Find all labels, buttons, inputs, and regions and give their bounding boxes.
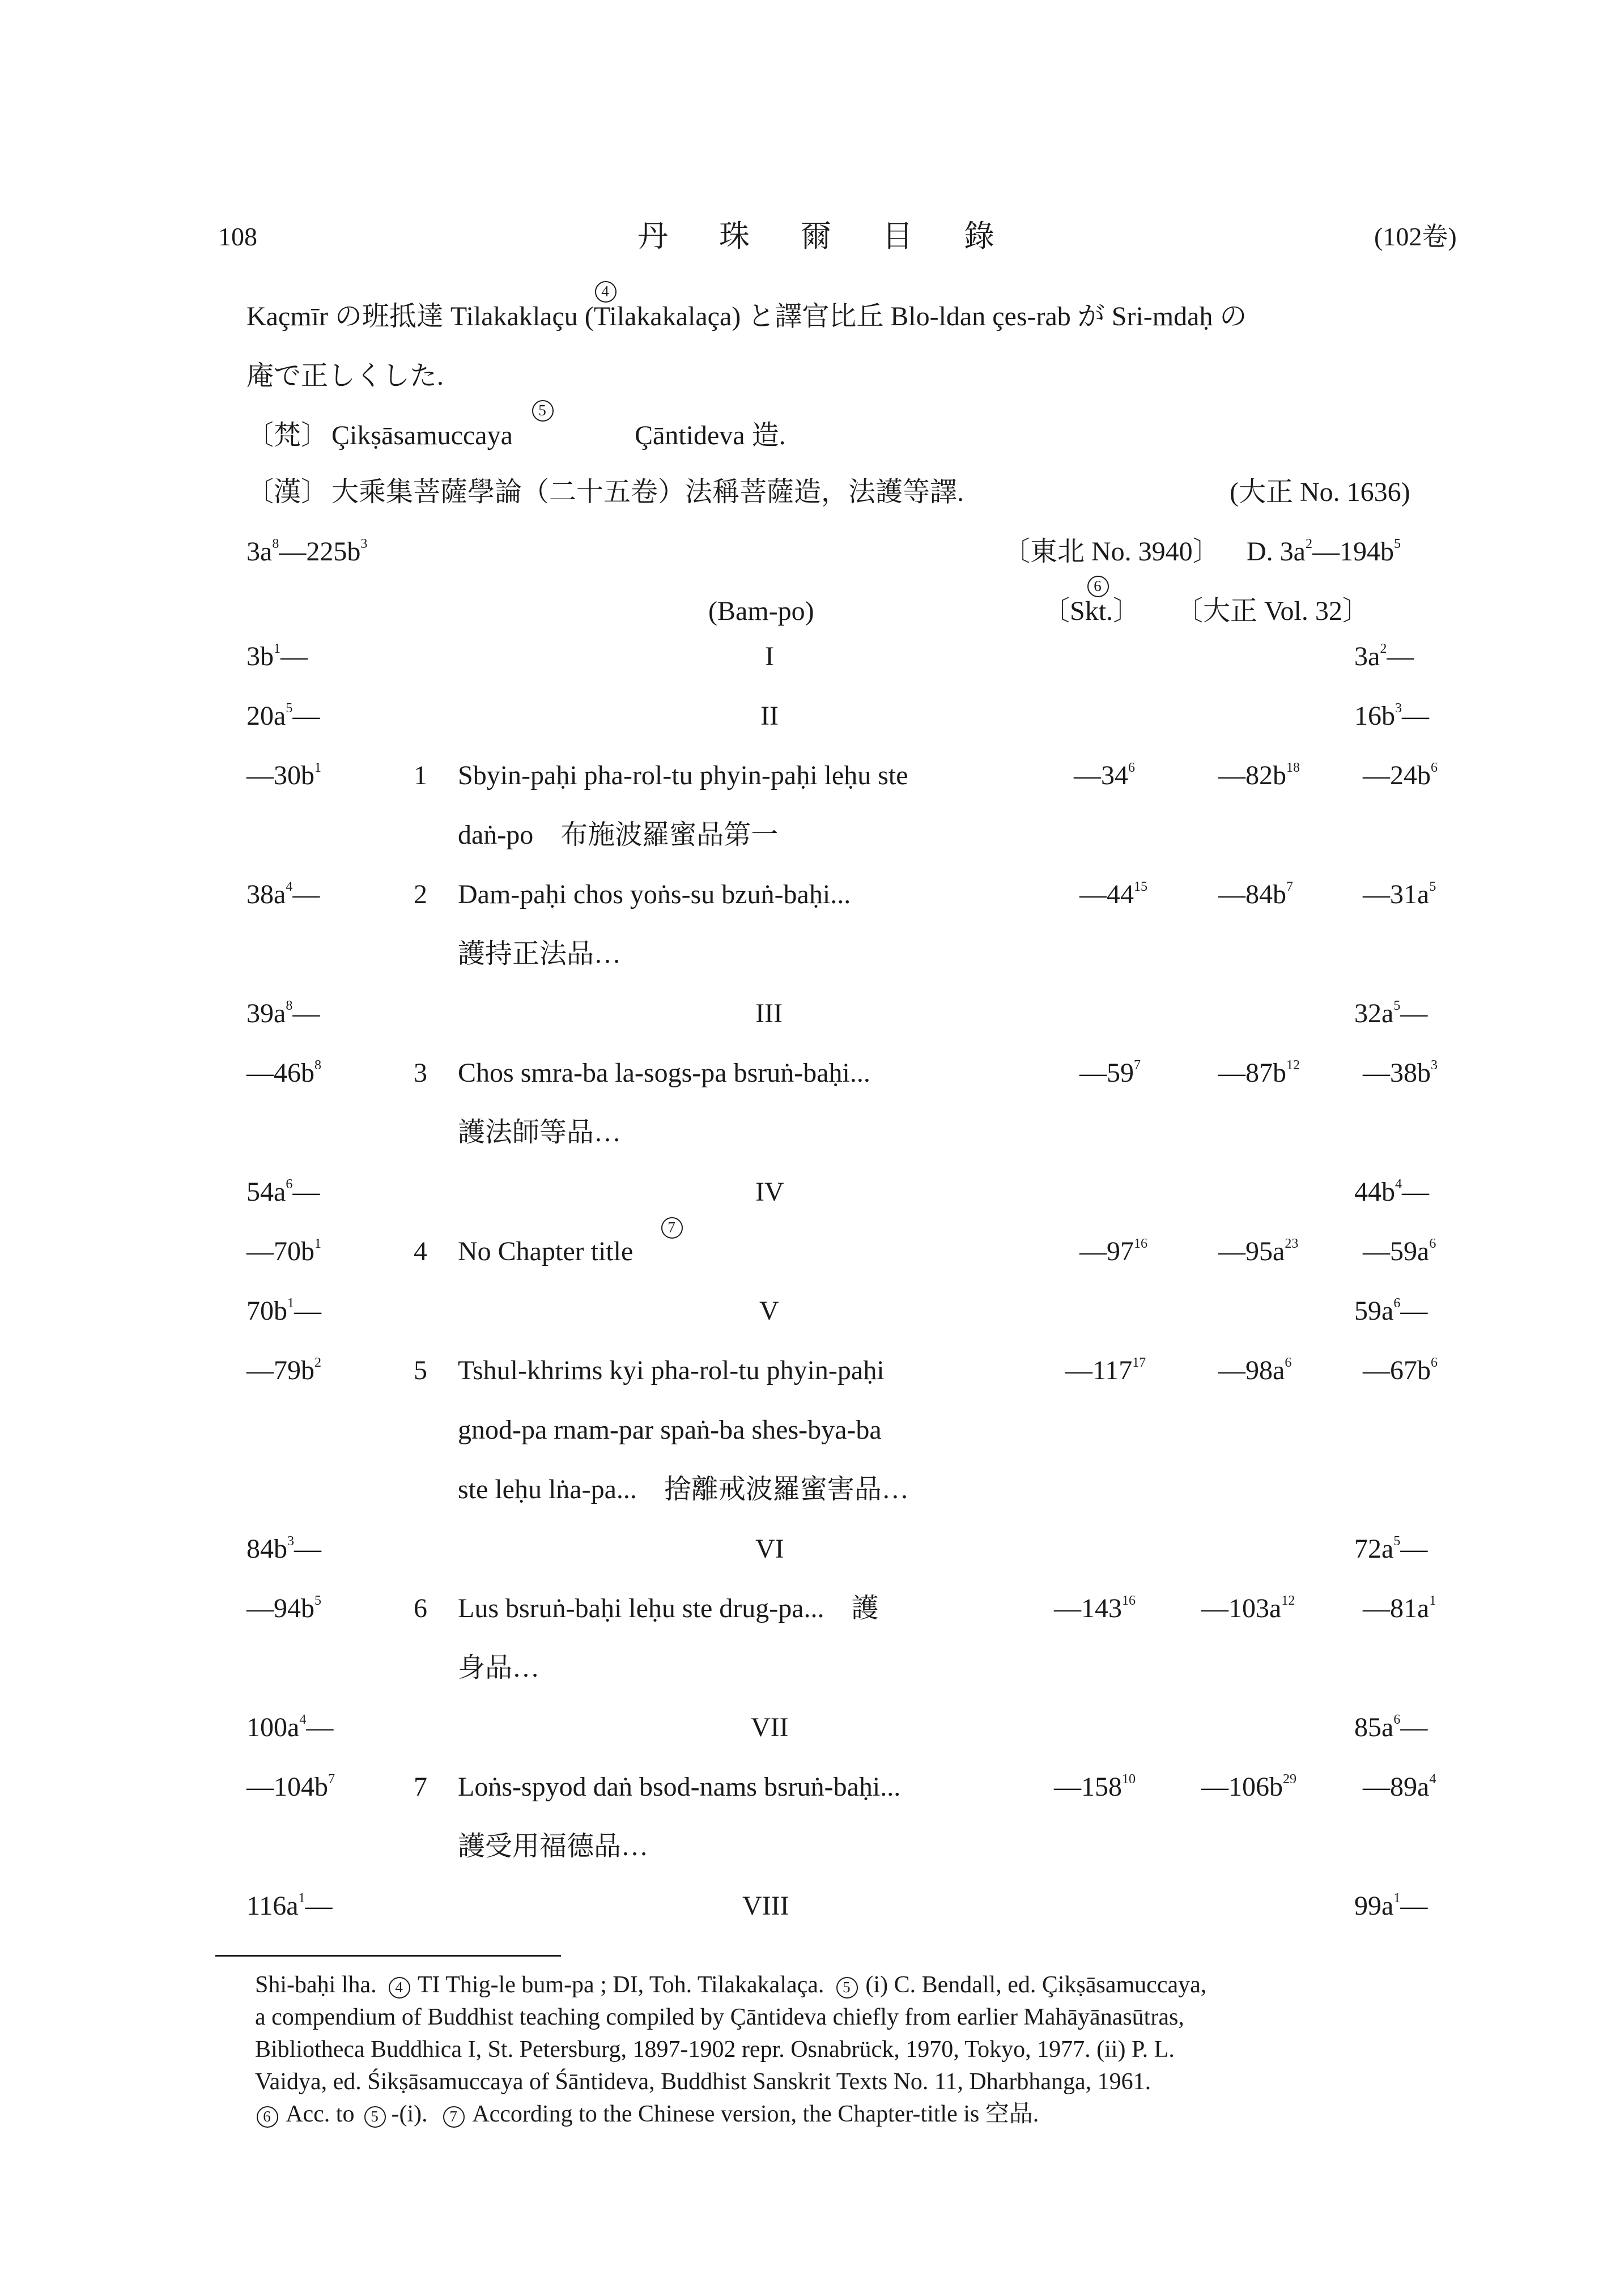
footnote-line: 6 Acc. to 5 -(i). 7 According to the Chinese version, the Chapter-title is 空品. — [255, 2100, 1473, 2128]
row-right-folio: $—67b^6$ — [1363, 1355, 1438, 1385]
bampo-number: VII — [751, 1712, 789, 1742]
chapter-title-line: 身品… — [458, 1653, 540, 1683]
row-right-folio: $—89a^4$ — [1363, 1772, 1436, 1802]
chapter-title-line: Tshul-khrims kyi pha-rol-tu phyin-paḥi — [458, 1355, 885, 1385]
chapter-title-line: Sbyin-paḥi pha-rol-tu phyin-paḥi leḥu ste — [458, 760, 908, 790]
intro-line-1: Kaçmīr の班抵達 Tilakaklaçu (Tilakakalaça) と譯官比丘 Blo-ldan çes-rab が Sri-mdaḥ の — [246, 301, 1247, 331]
taisho-page: $—82b^{18}$ — [1218, 760, 1300, 790]
row-right-folio: $—31a^5$ — [1363, 879, 1436, 909]
sanskrit-page: $—44^{15}$ — [1079, 879, 1147, 909]
chapter-number: 2 — [414, 879, 427, 909]
row-right-folio: $85a^6—$ — [1354, 1712, 1428, 1742]
row-left-folio: $84b^3—$ — [246, 1534, 321, 1564]
bampo-number: I — [765, 641, 774, 671]
bampo-number: VIII — [742, 1891, 789, 1921]
bampo-header: (Bam-po) — [708, 596, 814, 626]
chapter-number: 4 — [414, 1236, 427, 1266]
chapter-title-line: 護受用福德品… — [458, 1831, 649, 1861]
tohoku-reference: 〔東北 No. 3940〕 — [1003, 537, 1220, 567]
row-right-folio: $59a^6—$ — [1354, 1296, 1428, 1326]
row-right-folio: $99a^1—$ — [1354, 1891, 1428, 1921]
row-left-folio: $—70b^1$ — [246, 1236, 321, 1266]
footnote-marker-7: 7 — [445, 2107, 462, 2125]
bampo-number: V — [759, 1296, 779, 1326]
row-left-folio: $39a^8—$ — [246, 998, 320, 1028]
chapter-number: 5 — [414, 1355, 427, 1385]
chapter-number: 7 — [414, 1772, 427, 1802]
footnote-marker-7: 7 — [663, 1218, 680, 1236]
footnote-line: a compendium of Buddhist teaching compiled by Çāntideva chiefly from earlier Mahāyānasūtras, — [255, 2004, 1184, 2030]
row-right-folio: $—81a^1$ — [1363, 1593, 1436, 1623]
taisho-page: $—87b^{12}$ — [1218, 1058, 1300, 1088]
sanskrit-author: Çāntideva 造. — [635, 420, 786, 450]
row-left-folio: $—30b^1$ — [246, 760, 321, 790]
row-right-folio: $32a^5—$ — [1354, 998, 1428, 1028]
footnote-marker-4: 4 — [597, 282, 614, 300]
chapter-title-line: daṅ-po 布施波羅蜜品第一 — [458, 820, 779, 850]
taisho-volume-header: 〔大正 Vol. 32〕 — [1176, 596, 1370, 626]
row-left-folio: $3b^1—$ — [246, 641, 308, 671]
chapter-title-line: Chos smra-ba la-sogs-pa bsruṅ-baḥi... — [458, 1058, 870, 1088]
footnote-line: Bibliotheca Buddhica I, St. Petersburg, 1897-1902 repr. Osnabrück, 1970, Tokyo, 1977. (ii) P. L. — [255, 2036, 1175, 2063]
page-number: 108 — [218, 222, 257, 251]
footnote-marker-6: 6 — [258, 2107, 275, 2125]
row-left-folio: $—46b^8$ — [246, 1058, 321, 1088]
sanskrit-page: $—158^{10}$ — [1054, 1772, 1136, 1802]
bampo-number: III — [755, 998, 783, 1028]
row-right-folio: $44b^4—$ — [1354, 1177, 1429, 1207]
sanskrit-title: Çikṣāsamuccaya — [331, 420, 513, 450]
derge-range: D. $3a^2—194b^5$ — [1247, 537, 1401, 567]
taisho-page: $—106b^{29}$ — [1201, 1772, 1296, 1802]
row-right-folio: $—24b^6$ — [1363, 760, 1438, 790]
row-left-folio: $70b^1—$ — [246, 1296, 321, 1326]
sanskrit-page: $—97^{16}$ — [1079, 1236, 1147, 1266]
footnote-line: Shi-baḥi lha. 4 TI Thig-le bum-pa ; DI, Toh. Tilakakalaça. 5 (i) C. Bendall, ed. Çikṣāsamuccaya, — [255, 1972, 1207, 1998]
chinese-translation: 大乘集菩薩學論（二十五卷）法稱菩薩造，法護等譯. — [331, 477, 964, 507]
row-right-folio: $72a^5—$ — [1354, 1534, 1428, 1564]
chapter-title-line: 護法師等品… — [458, 1117, 622, 1147]
chapter-title-line: Lus bsruṅ-baḥi leḥu ste drug-pa... 護 — [458, 1593, 879, 1623]
sanskrit-page: $—34^6$ — [1074, 760, 1135, 790]
chapter-number: 1 — [414, 760, 427, 790]
row-left-folio: $—79b^2$ — [246, 1355, 321, 1385]
bampo-number: II — [760, 701, 779, 731]
row-right-folio: $3a^2—$ — [1354, 641, 1414, 671]
sanskrit-page: $—117^{17}$ — [1065, 1355, 1146, 1385]
footnote-divider — [215, 1955, 561, 1957]
taisho-reference: (大正 No. 1636) — [1230, 477, 1410, 507]
chinese-tag: 〔漢〕 — [246, 477, 329, 507]
volume-label: (102卷) — [1374, 222, 1457, 251]
row-left-folio: $38a^4—$ — [246, 879, 320, 909]
chapter-title-line: 護持正法品… — [458, 939, 622, 969]
folio-range: $3a^8—225b^3$ — [246, 537, 368, 567]
chapter-title-line: No Chapter title — [458, 1236, 634, 1266]
sanskrit-page: $—143^{16}$ — [1054, 1593, 1136, 1623]
intro-line-2: 庵で正しくした. — [246, 361, 444, 391]
footnote-marker-5: 5 — [366, 2107, 383, 2125]
chapter-number: 6 — [414, 1593, 427, 1623]
sanskrit-page-header: 〔Skt.〕 — [1043, 596, 1141, 626]
sanskrit-page: $—59^7$ — [1079, 1058, 1141, 1088]
row-left-folio: $—104b^7$ — [246, 1772, 335, 1802]
taisho-page: $—98a^6$ — [1218, 1355, 1292, 1385]
footnote-marker-4: 4 — [390, 1978, 407, 1996]
row-right-folio: $—59a^6$ — [1363, 1236, 1436, 1266]
taisho-page: $—84b^7$ — [1218, 879, 1293, 909]
footnote-marker-5: 5 — [838, 1978, 855, 1996]
footnote-line: Vaidya, ed. Śikṣāsamuccaya of Śāntideva, Buddhist Sanskrit Texts No. 11, Dharbhanga, 1961. — [255, 2069, 1151, 2095]
bampo-number: IV — [755, 1177, 784, 1207]
chapter-title-line: gnod-pa rnam-par spaṅ-ba shes-bya-ba — [458, 1415, 882, 1445]
row-left-folio: $116a^1—$ — [246, 1891, 333, 1921]
taisho-page: $—95a^{23}$ — [1218, 1236, 1299, 1266]
chapter-title-line: Loṅs-spyod daṅ bsod-nams bsruṅ-baḥi... — [458, 1772, 901, 1802]
chapter-title-line: ste leḥu lṅa-pa... 捨離戒波羅蜜害品… — [458, 1474, 909, 1504]
bampo-number: VI — [755, 1534, 784, 1564]
taisho-page: $—103a^{12}$ — [1201, 1593, 1295, 1623]
row-left-folio: $54a^6—$ — [246, 1177, 320, 1207]
row-right-folio: $16b^3—$ — [1354, 701, 1429, 731]
row-left-folio: $20a^5—$ — [246, 701, 320, 731]
row-left-folio: $—94b^5$ — [246, 1593, 321, 1623]
chapter-title-line: Dam-paḥi chos yoṅs-su bzuṅ-baḥi... — [458, 879, 851, 909]
running-title: 丹珠爾目錄 — [637, 218, 1045, 254]
footnote-marker-5: 5 — [534, 401, 551, 419]
row-left-folio: $100a^4—$ — [246, 1712, 334, 1742]
chapter-number: 3 — [414, 1058, 427, 1088]
row-right-folio: $—38b^3$ — [1363, 1058, 1438, 1088]
sanskrit-tag: 〔梵〕 — [246, 420, 329, 450]
footnote-marker-6: 6 — [1089, 577, 1106, 595]
